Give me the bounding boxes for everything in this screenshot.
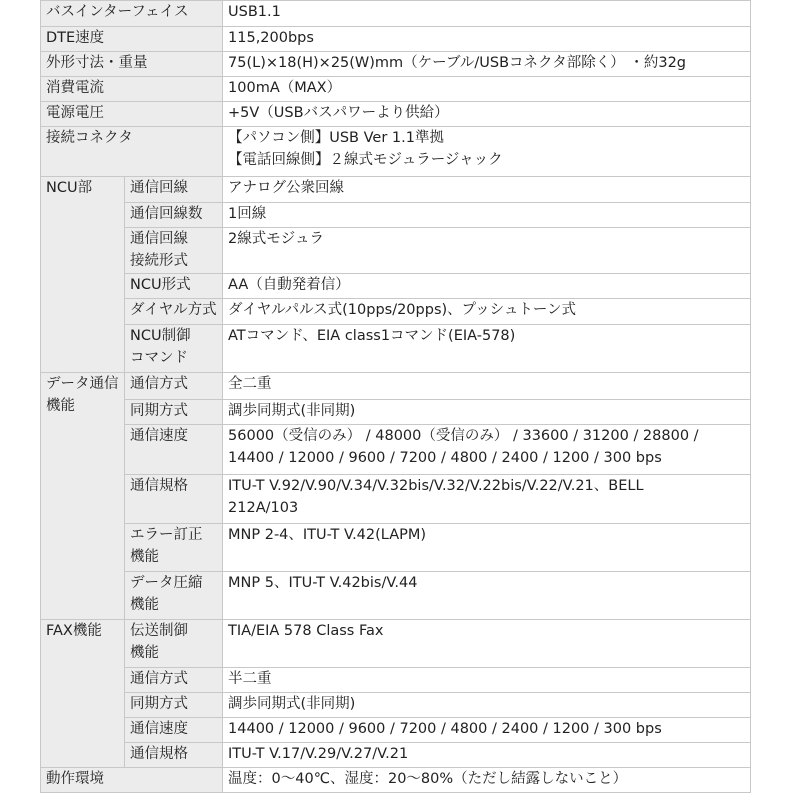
group-line: 機能	[46, 398, 75, 414]
row-label: 接続コネクタ	[41, 127, 223, 177]
row-value: 調歩同期式(非同期)	[223, 400, 751, 425]
value-line: 212A/103	[228, 500, 299, 516]
label-line: 機能	[130, 645, 159, 661]
table-row	[41, 373, 751, 400]
row-value: ダイヤルパルス式(10pps/20pps)、プッシュトーン式	[223, 299, 751, 325]
table-row	[41, 620, 751, 668]
row-value	[223, 425, 751, 475]
row-value: AA（自動発着信）	[223, 274, 751, 299]
table-row	[41, 718, 751, 743]
label-line: 機能	[130, 597, 159, 613]
row-label: 通信回線数	[125, 203, 223, 228]
table-row	[41, 127, 751, 177]
row-label: 通信回線	[125, 177, 223, 203]
label-line: NCU制御	[130, 328, 191, 344]
table-row	[41, 743, 751, 768]
group-label	[41, 373, 125, 620]
table-row	[41, 77, 751, 102]
table-row	[41, 668, 751, 693]
row-value: ITU-T V.17/V.29/V.27/V.21	[223, 743, 751, 768]
row-label: バスインターフェイス	[41, 1, 223, 27]
group-label: NCU部	[41, 177, 125, 373]
row-value: TIA/EIA 578 Class Fax	[223, 620, 751, 668]
table-row	[41, 1, 751, 27]
row-value: 1回線	[223, 203, 751, 228]
label-line: 接続形式	[130, 253, 188, 269]
row-value: アナログ公衆回線	[223, 177, 751, 203]
label-line: 通信回線	[130, 231, 188, 247]
table-row	[41, 299, 751, 325]
label-line: エラー訂正	[130, 527, 203, 543]
table-row	[41, 524, 751, 572]
row-value: MNP 5、ITU-T V.42bis/V.44	[223, 572, 751, 620]
row-label	[125, 524, 223, 572]
table-row	[41, 475, 751, 524]
row-value: 115,200bps	[223, 27, 751, 52]
row-label: 通信方式	[125, 373, 223, 400]
row-label: 消費電流	[41, 77, 223, 102]
row-label: 動作環境	[41, 768, 223, 793]
value-line: 【パソコン側】USB Ver 1.1準拠	[228, 130, 444, 146]
row-label	[125, 325, 223, 373]
row-label: 通信速度	[125, 425, 223, 475]
value-line: 56000（受信のみ） / 48000（受信のみ） / 33600 / 31200 / 28800 /	[228, 428, 699, 444]
table-row	[41, 274, 751, 299]
row-value: ATコマンド、EIA class1コマンド(EIA-578)	[223, 325, 751, 373]
row-value: 75(L)×18(H)×25(W)mm（ケーブル/USBコネクタ部除く） ・約32g	[223, 52, 751, 77]
row-value: 全二重	[223, 373, 751, 400]
table-row	[41, 52, 751, 77]
row-value: USB1.1	[223, 1, 751, 27]
row-label: 通信規格	[125, 475, 223, 524]
value-line: 14400 / 12000 / 9600 / 7200 / 4800 / 2400 / 1200 / 300 bps	[228, 450, 662, 466]
row-value: 調歩同期式(非同期)	[223, 693, 751, 718]
group-line: データ通信	[46, 376, 119, 392]
value-line: 【電話回線側】２線式モジュラージャック	[228, 152, 503, 168]
row-label	[125, 572, 223, 620]
table-row	[41, 693, 751, 718]
row-label: ダイヤル方式	[125, 299, 223, 325]
label-line: 機能	[130, 549, 159, 565]
row-value: 2線式モジュラ	[223, 228, 751, 274]
table-row	[41, 177, 751, 203]
row-value	[223, 127, 751, 177]
table-row	[41, 203, 751, 228]
label-line: データ圧縮	[130, 575, 203, 591]
table-row	[41, 325, 751, 373]
row-label: DTE速度	[41, 27, 223, 52]
row-label: NCU形式	[125, 274, 223, 299]
label-line: コマンド	[130, 350, 188, 366]
table-row	[41, 102, 751, 127]
label-line: 伝送制御	[130, 623, 188, 639]
value-line: ITU-T V.92/V.90/V.34/V.32bis/V.32/V.22bis/V.22/V.21、BELL	[228, 478, 644, 494]
row-label: 通信速度	[125, 718, 223, 743]
row-value: 100mA（MAX）	[223, 77, 751, 102]
row-label	[125, 620, 223, 668]
table-row	[41, 228, 751, 274]
row-label: 外形寸法・重量	[41, 52, 223, 77]
row-value: 温度：0～40℃、湿度：20～80%（ただし結露しないこと）	[223, 768, 751, 793]
row-label: 同期方式	[125, 400, 223, 425]
row-value: 14400 / 12000 / 9600 / 7200 / 4800 / 2400 / 1200 / 300 bps	[223, 718, 751, 743]
group-label: FAX機能	[41, 620, 125, 768]
row-label: 通信規格	[125, 743, 223, 768]
row-value	[223, 475, 751, 524]
row-label: 通信方式	[125, 668, 223, 693]
row-value: +5V（USBバスパワーより供給）	[223, 102, 751, 127]
row-label: 同期方式	[125, 693, 223, 718]
table-row	[41, 400, 751, 425]
row-value: MNP 2-4、ITU-T V.42(LAPM)	[223, 524, 751, 572]
row-label: 電源電圧	[41, 102, 223, 127]
spec-table	[40, 0, 751, 793]
table-row	[41, 425, 751, 475]
table-row	[41, 27, 751, 52]
row-label	[125, 228, 223, 274]
row-value: 半二重	[223, 668, 751, 693]
table-row	[41, 572, 751, 620]
table-row	[41, 768, 751, 793]
